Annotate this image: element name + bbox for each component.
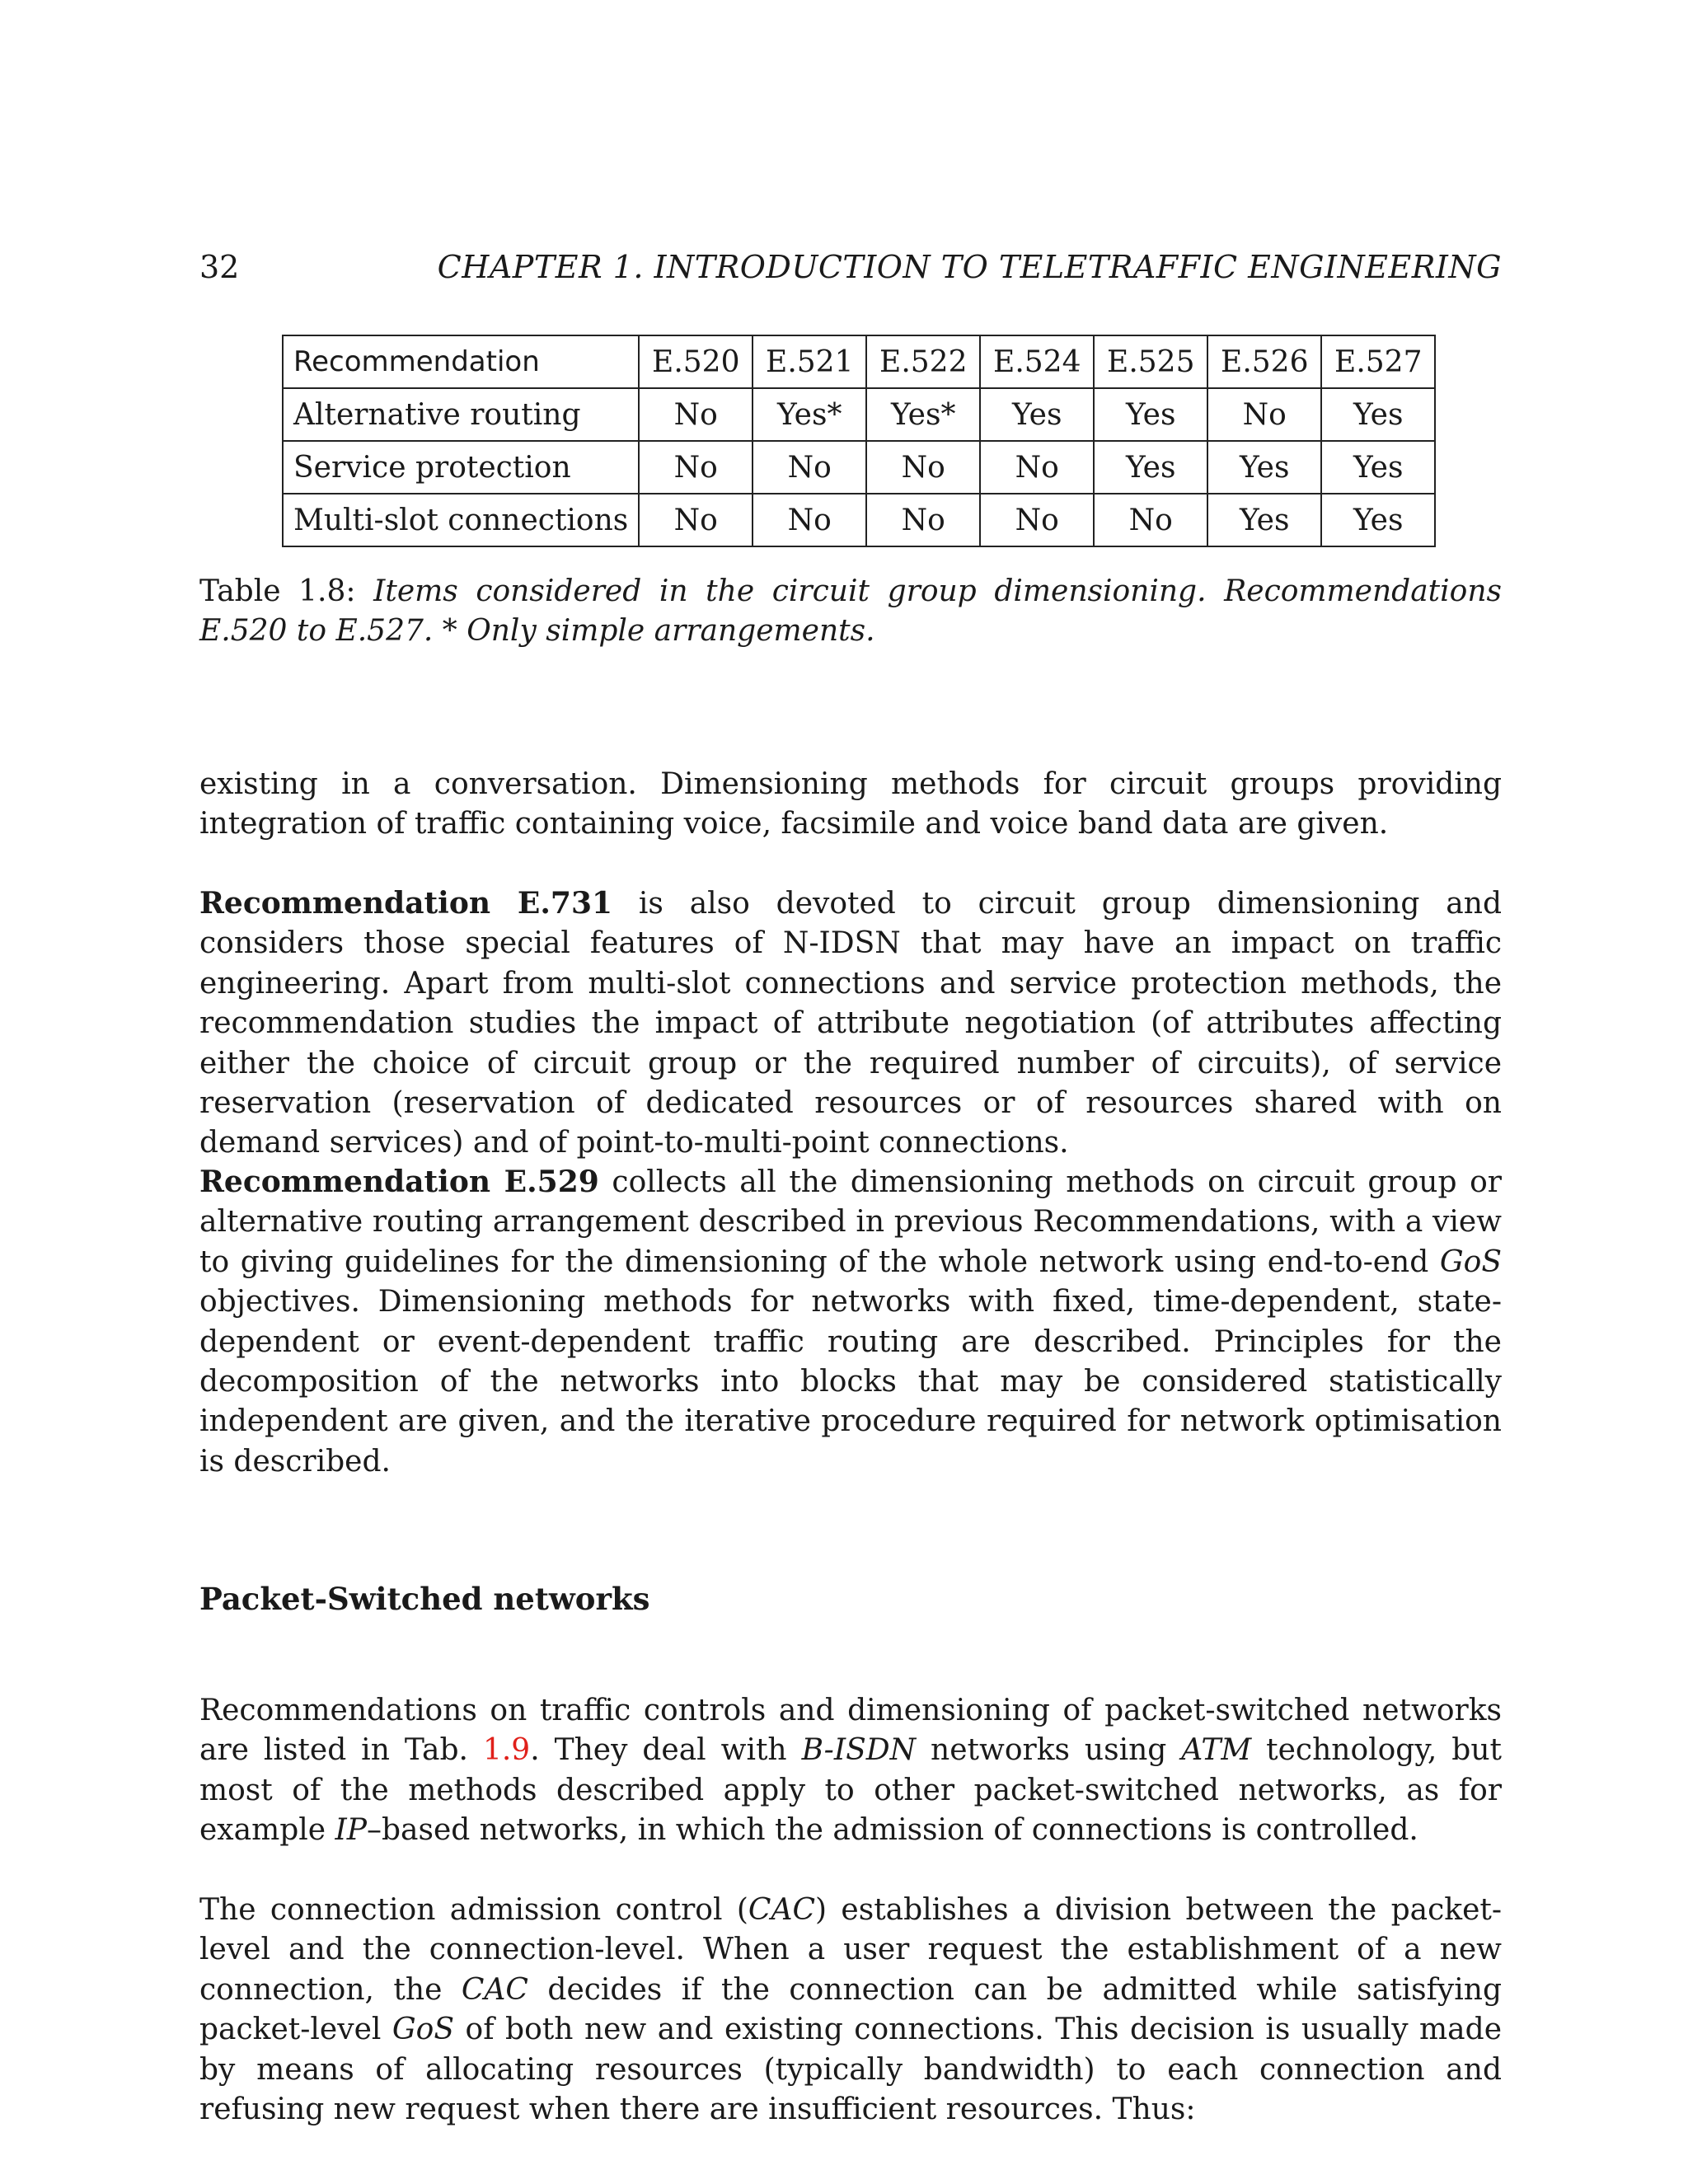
- paragraph-cac: [199, 1891, 1502, 2130]
- recommendations-table: [282, 335, 1436, 547]
- table-cell: No: [1207, 388, 1321, 441]
- running-header: [199, 249, 1502, 290]
- page-number: 32: [199, 249, 240, 285]
- table-cell: Yes: [1094, 441, 1207, 494]
- paragraph-text: . They deal with: [530, 1733, 802, 1768]
- table-header-cell: E.525: [1094, 335, 1207, 388]
- paragraph-text: ) establishes a division between the packet-level and the connection-level. When a user request the establishment of a new connection, the: [199, 1893, 1502, 2007]
- row-label: Service protection: [283, 441, 639, 494]
- term-gos: GoS: [392, 2013, 455, 2047]
- table-caption: [199, 572, 1502, 651]
- term-cac: CAC: [461, 1972, 528, 2007]
- paragraph-text: technology, but most of the methods described apply to other packet-switched networks, as for example: [199, 1733, 1502, 1848]
- table-cell: Yes: [1321, 441, 1435, 494]
- paragraph-lead: Recommendation E.731: [199, 886, 613, 921]
- table-cell: Yes: [1207, 441, 1321, 494]
- term-atm: ATM: [1181, 1733, 1252, 1768]
- table-cell: No: [866, 494, 980, 546]
- table-header-cell: E.524: [980, 335, 1094, 388]
- table-cell: Yes: [980, 388, 1094, 441]
- table-cell: No: [866, 441, 980, 494]
- paragraph-packet-switched: [199, 1691, 1502, 1851]
- table-reference-link[interactable]: 1.9: [482, 1733, 531, 1768]
- caption-prefix: Table 1.8:: [199, 574, 374, 608]
- table-cell: No: [980, 441, 1094, 494]
- term-bisdn: B-ISDN: [801, 1733, 917, 1768]
- paragraph-text: existing in a conversation. Dimensioning methods for circuit groups providing integration of traffic containing voice, facsimile and voice band data are given.: [199, 767, 1502, 841]
- term-ip: IP: [335, 1813, 367, 1848]
- table-cell: Yes: [1207, 494, 1321, 546]
- paragraph-continuation: [199, 765, 1502, 845]
- paragraph-text: The connection admission control (: [199, 1893, 748, 1927]
- table-header-cell: E.527: [1321, 335, 1435, 388]
- paragraph-text: objectives. Dimensioning methods for networks with fixed, time-dependent, state-dependent or event-dependent traffic routing are described. Principles for the decomposition of the networks into blocks that may be considered statistically independent are given, and the iterative procedure required for network optimisation is described.: [199, 1285, 1502, 1479]
- chapter-title: CHAPTER 1. INTRODUCTION TO TELETRAFFIC ENGINEERING: [437, 249, 1502, 285]
- paragraph-lead: Recommendation E.529: [199, 1165, 599, 1199]
- table-cell: No: [639, 441, 753, 494]
- table-cell: Yes*: [753, 388, 866, 441]
- table-cell: Yes: [1094, 388, 1207, 441]
- caption-text: Items considered in the circuit group dimensioning. Recommendations E.520 to E.527. * Only simple arrangements.: [199, 574, 1502, 648]
- paragraph-text: networks using: [916, 1733, 1182, 1768]
- paragraph-text: of both new and existing connections. This decision is usually made by means of allocating resources (typically bandwidth) to each connection and refusing new request when there are insufficient resources. Thus:: [199, 2013, 1502, 2127]
- paragraph-e529: [199, 1162, 1502, 1482]
- term-gos: GoS: [1439, 1244, 1502, 1279]
- paragraph-e731: [199, 883, 1502, 1164]
- table-row: [283, 441, 1435, 494]
- table-cell: No: [639, 388, 753, 441]
- table-header-row: [283, 335, 1435, 388]
- table-header-cell: E.526: [1207, 335, 1321, 388]
- table-cell: No: [639, 494, 753, 546]
- paragraph-text: decides if the connection can be admitted while satisfying packet-level: [199, 1972, 1502, 2047]
- table-cell: Yes: [1321, 494, 1435, 546]
- paragraph-text: collects all the dimensioning methods on circuit group or alternative routing arrangement described in previous Recommendations, with a view to giving guidelines for the dimensioning of the whole network using end-to-end: [199, 1165, 1503, 1279]
- table-cell: No: [1094, 494, 1207, 546]
- table-header-cell: E.522: [866, 335, 980, 388]
- table-row: [283, 388, 1435, 441]
- table-header-label: Recommendation: [283, 335, 639, 388]
- table-row: [283, 494, 1435, 546]
- row-label: Multi-slot connections: [283, 494, 639, 546]
- row-label: Alternative routing: [283, 388, 639, 441]
- paragraph-text: Recommendations on traffic controls and dimensioning of packet-switched networks are listed in Tab.: [199, 1694, 1502, 1768]
- table-header-cell: E.521: [753, 335, 866, 388]
- table-cell: Yes*: [866, 388, 980, 441]
- table-cell: No: [753, 441, 866, 494]
- table-header-cell: E.520: [639, 335, 753, 388]
- table-cell: No: [980, 494, 1094, 546]
- table-cell: No: [753, 494, 866, 546]
- paragraph-text: is also devoted to circuit group dimensioning and considers those special features of N-IDSN that may have an impact on traffic engineering. Apart from multi-slot connections and service protection methods, the recommendation studies the impact of attribute negotiation (of attributes affecting either the choice of circuit group or the required number of circuits), of service reservation (reservation of dedicated resources or of resources shared with on demand services) and of point-to-multi-point connections.: [199, 887, 1502, 1160]
- table-cell: Yes: [1321, 388, 1435, 441]
- term-cac: CAC: [748, 1893, 815, 1927]
- paragraph-text: –based networks, in which the admission of connections is controlled.: [366, 1813, 1418, 1848]
- section-heading: Packet-Switched networks: [199, 1581, 650, 1617]
